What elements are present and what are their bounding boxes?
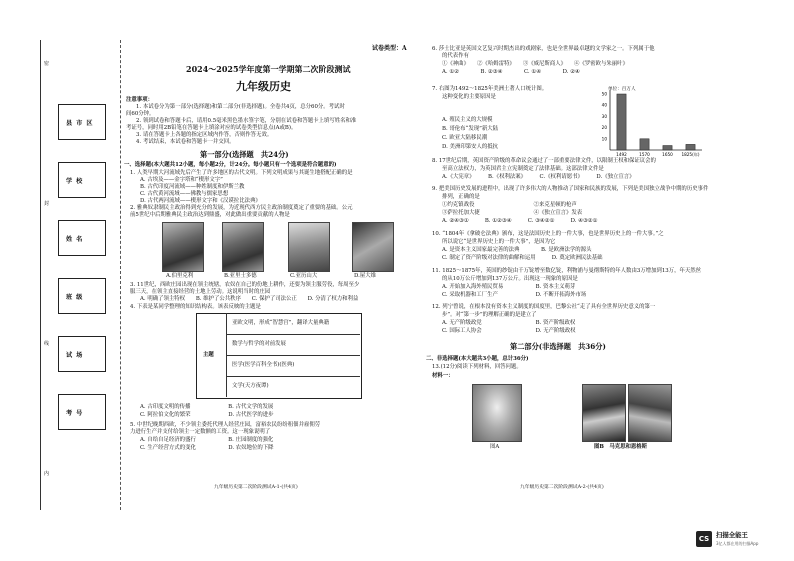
figure-a-image (472, 384, 522, 442)
chart-x-tick-label: 1570 (639, 152, 650, 157)
q11-option[interactable]: A. 开始加入海外殖民贸易 B. 资本主义萌芽 (442, 284, 576, 290)
chart-y-tick-label: 30 (601, 113, 607, 119)
part1-title: 第一部分(选择题 共24分) (200, 150, 289, 159)
q13-stem: 13.(12分)阅读下列材料，回答问题。 (432, 364, 522, 370)
portrait-b (222, 222, 264, 272)
camscanner-logo-icon: CS (696, 531, 712, 547)
q4-table-cell: 数学与哲学的对前发展 (232, 341, 286, 347)
q2-option[interactable]: B.亚里士多德 (224, 273, 257, 279)
footer-right: 九年级历史第二次阶段测试A-2-(共4页) (520, 485, 604, 490)
q4-option[interactable]: C. 阿拉伯文化的繁荣 D. 古代医学的进步 (140, 412, 274, 418)
exam-title: 2024～2025学年度第一学期第二次阶段测试 (186, 64, 351, 74)
room-label: 试场 (66, 352, 87, 359)
notes-heading: 注意事项： (126, 97, 153, 103)
portrait-d (352, 222, 394, 272)
chart-x-tick-label: 1825(年) (681, 152, 700, 157)
q2-option[interactable]: D.屋大维 (354, 273, 377, 279)
chart-y-tick-label: 20 (601, 125, 607, 131)
q10-option[interactable]: A. 是资本主义国家最完善的法典 B. 是欧洲法学的源头 (442, 247, 592, 253)
binding-char: 线 (44, 341, 50, 347)
school-label: 学校 (66, 178, 87, 185)
q12-stem: 步”。对“第一步”的理解正确的是建立了 (442, 312, 537, 318)
q12-stem: 12. 列宁曾说，在根本没有资本主义制度的国度里，巴黎公社“走了具有全世界历史意义的第一 (432, 304, 656, 310)
q1-stem: 1. 人类早期大河流域先后产生了许多地区的古代文明。下列文明成果与其诞生地搭配正确的是 (130, 170, 353, 176)
figure-a-caption: 图A (490, 444, 500, 450)
q5-option[interactable]: A. 自给自足经济的盛行 B. 庄园制度的强化 (140, 437, 274, 443)
portrait-a (162, 222, 204, 272)
q2-stem: 2. 雅典奴隶制民主政治得到充分的发展，为近现代西方民主政治制度奠定了重要的基础。公元 (130, 205, 353, 211)
q6-stem: 的代表作有 (442, 53, 469, 59)
q10-option[interactable]: C. 制定了资产阶级对法律的曲解和运用 D. 奠定欧洲民法基础 (442, 255, 603, 261)
q8-stem: 至高立法权力，为英国君主立宪制奠定了法律基础。这部法律文件是 (442, 166, 604, 172)
q4-table-cell: 亚欧文明，形成“智慧宫”，翻译大量典籍 (232, 320, 330, 326)
binding-char: 内 (44, 471, 50, 477)
q6-items: ①《神曲》 ②《哈姆雷特》 ③《威尼斯商人》 ④《罗密欧与朱丽叶》 (442, 61, 628, 67)
q2-option[interactable]: C.亚历山大 (290, 273, 318, 279)
q9-stem: 9. 把美国历史发展的进程中，出现了许多伟大的人物推动了国家和民族的发展，下列是美国独立战争中期的历史事件 (432, 186, 709, 192)
q9-items: ①约克镇战役 ②来克星顿的枪声 (442, 202, 577, 208)
q7-option[interactable]: D. 美洲印第安人的抵抗 (442, 144, 499, 150)
q1-option[interactable]: D. 古代两河流域——楔形文字和《汉谟拉比法典》 (140, 198, 261, 204)
q4-table-cell: 文学(天方夜谭) (232, 383, 269, 389)
q1-option[interactable]: C. 古代黄河流域——佛教与儒家思想 (140, 191, 229, 197)
q7-option[interactable]: B. 哥伦布“发现”新大陆 (442, 126, 499, 132)
q3-stem: 服三天，在领主直接经营的土地上劳动。这说明当时的庄园 (130, 289, 271, 295)
material-label: 材料一： (432, 373, 454, 379)
chart-y-tick-label: 40 (601, 102, 607, 108)
q4-table-row-line (226, 355, 360, 356)
exam-number-label: 考号 (66, 410, 87, 417)
q4-table-cell: 医学(医学百科全书)(医典) (232, 362, 295, 368)
chart-ylabel: 单位：百万人 (608, 87, 636, 92)
q11-option[interactable]: C. 采取机器和工厂生产 D. 不断开拓海外市场 (442, 292, 587, 298)
q12-option[interactable]: C. 国际工人协会 D. 无产阶级政权 (442, 328, 576, 334)
q1-option[interactable]: A. 古埃及——金字塔和“楔形文字” (140, 177, 223, 183)
q9-choices[interactable]: A. ②④③① B. ①②③④ C. ③④②① D. ④③②① (442, 218, 598, 224)
footer-left: 九年级历史第二次阶段测试A-1-(共4页) (214, 485, 298, 490)
county-label: 县市区 (66, 120, 97, 127)
q9-stem: 排列，正确的是 (442, 194, 480, 200)
part2-title: 第二部分(非选择题 共36分) (510, 342, 606, 351)
q5-stem: 5. 中世纪晚期西欧，不少领主委托代理人经营庄园，富裕农民纷纷租佃并雇佣劳 (130, 422, 321, 428)
q9-items: ③萨拉托加大捷 ④《独立宣言》发表 (442, 210, 583, 216)
chart-y-tick-label: 10 (601, 136, 607, 142)
watermark-sub: 3亿人都在用的扫描App (716, 541, 759, 546)
q4-stem: 4. 下表是某同学整理的知识结构表。该表反映的主题是 (130, 304, 261, 310)
q2-stem: 前5世纪中后期雅典民主政治达到鼎盛，对此做出重要贡献的人物是 (130, 212, 290, 218)
q4-table-row-line (226, 334, 360, 335)
q5-option[interactable]: C. 生产经营方式的变化 D. 农奴地位的下降 (140, 445, 274, 451)
q7-option[interactable]: A. 殖民主义的大规模 (442, 117, 493, 123)
note-line: 间60分钟。 (126, 111, 155, 117)
subject-title: 九年级历史 (236, 80, 291, 93)
note-line: 4. 考试结束，本试卷和答题卡一并交回。 (136, 139, 235, 145)
note-line: 3. 请在答题卡上各题的指定区域内作答，否则作答无效。 (136, 132, 273, 138)
q4-table-row-line (226, 376, 360, 377)
binding-char: 密 (44, 61, 50, 67)
binding-line-outer (40, 40, 41, 510)
chart-x-tick-label: 1650 (662, 152, 673, 157)
chart-bar (640, 139, 649, 150)
part2-instruction: 二、非选择题(本大题共3小题，总计36分) (426, 356, 529, 362)
part1-instruction: 一、选择题(本大题共12小题，每小题2分，计24分。每小题只有一个选项是符合题意的) (124, 162, 337, 168)
q4-table-label: 主题 (203, 352, 214, 358)
q6-choices[interactable]: A. ①② B. ②③④ C. ①④ D. ②④ (442, 69, 580, 75)
note-line: 考证号，同时用2B铅笔在答题卡上填涂对应的试卷类型信息点(A或B)。 (126, 125, 297, 131)
watermark-name: 扫描全能王 (716, 531, 748, 539)
q10-stem: 所以说它“是世界历史上的一件大事”，是因为它 (442, 239, 556, 245)
binding-char: 封 (44, 201, 50, 207)
q7-option[interactable]: C. 欧亚大陆移民潮 (442, 135, 488, 141)
name-label: 姓名 (66, 236, 87, 243)
q6-stem: 6. 莎士比亚是英国文艺复兴时期杰出的戏剧家，也是全世界最卓越的文学家之一。下列属于他 (432, 46, 655, 52)
q12-option[interactable]: A. 无产阶级政党 B. 资产阶级政权 (442, 320, 576, 326)
paper-type: 试卷类型：A (372, 45, 407, 52)
note-line: 1. 本试卷分为第一部分(选择题)和第二部分(非选择题)。全卷共4页，总分60分。考试时 (136, 104, 345, 110)
figure-b-image-engels (628, 384, 672, 442)
q2-option[interactable]: A.伯里克利 (166, 273, 194, 279)
q4-option[interactable]: A. 古印度文明的传播 B. 古代文学的发展 (140, 404, 274, 410)
class-label: 班级 (66, 294, 87, 301)
chart-bar (663, 146, 672, 150)
figure-b-image-marx (582, 384, 626, 442)
q7-stem: 7. 右图为1492～1825年美洲土著人口统计图。 (432, 86, 548, 92)
q8-choices[interactable]: A.《大宪章》 B.《权利法案》 C.《权利请愿书》 D.《独立宣言》 (442, 174, 635, 180)
q3-options[interactable]: A. 明确了领主特权 B. 维护了公共秩序 C. 保护了司法公正 D. 分清了权力和利益 (140, 296, 359, 302)
chart-bar (617, 94, 626, 150)
q11-stem: 的从10万公斤增加到137万公斤。出现这一现象的原因是 (442, 276, 578, 282)
population-chart (588, 84, 708, 160)
q11-stem: 11. 1825～1875年，英国的纱锭由千万锭增至数亿锭，利物浦与曼彻斯特的年人数由3万增加到13万，年天然丝 (432, 268, 702, 274)
q1-option[interactable]: B. 古代印度河流域——种姓制度和伊斯兰教 (140, 184, 245, 190)
binding-line-inner (120, 40, 121, 510)
q8-stem: 8. 17世纪后期，英国资产阶级的革命议会通过了一部重要法律文件，以限制王权和保证议会的 (432, 158, 656, 164)
chart-y-tick-label: 50 (601, 91, 607, 97)
q10-stem: 10. “1804年《拿破仑法典》颁布，这是法国历史上的一件大事，也是世界历史上的一件大事。”之 (432, 231, 664, 237)
figure-b-caption: 图B 马克思和恩格斯 (594, 444, 648, 450)
q5-stem: 力进行生产并支付给领主一定数额的工资。这一现象说明了 (130, 429, 271, 435)
chart-x-tick-label: 1492 (616, 152, 627, 157)
chart-bar (686, 144, 695, 150)
q7-stem: 这种变化的主要原因是 (442, 94, 496, 100)
note-line: 2. 领到试卷和答题卡后，请用0.5毫米黑色墨水签字笔，分别在试卷和答题卡上填写姓名和准 (136, 118, 357, 124)
q3-stem: 3. 11世纪，西欧庄园出现在领主统辖，农奴在自己的份地上耕作，还要为领主服劳役，每周至少 (130, 282, 360, 288)
portrait-c (288, 222, 330, 272)
